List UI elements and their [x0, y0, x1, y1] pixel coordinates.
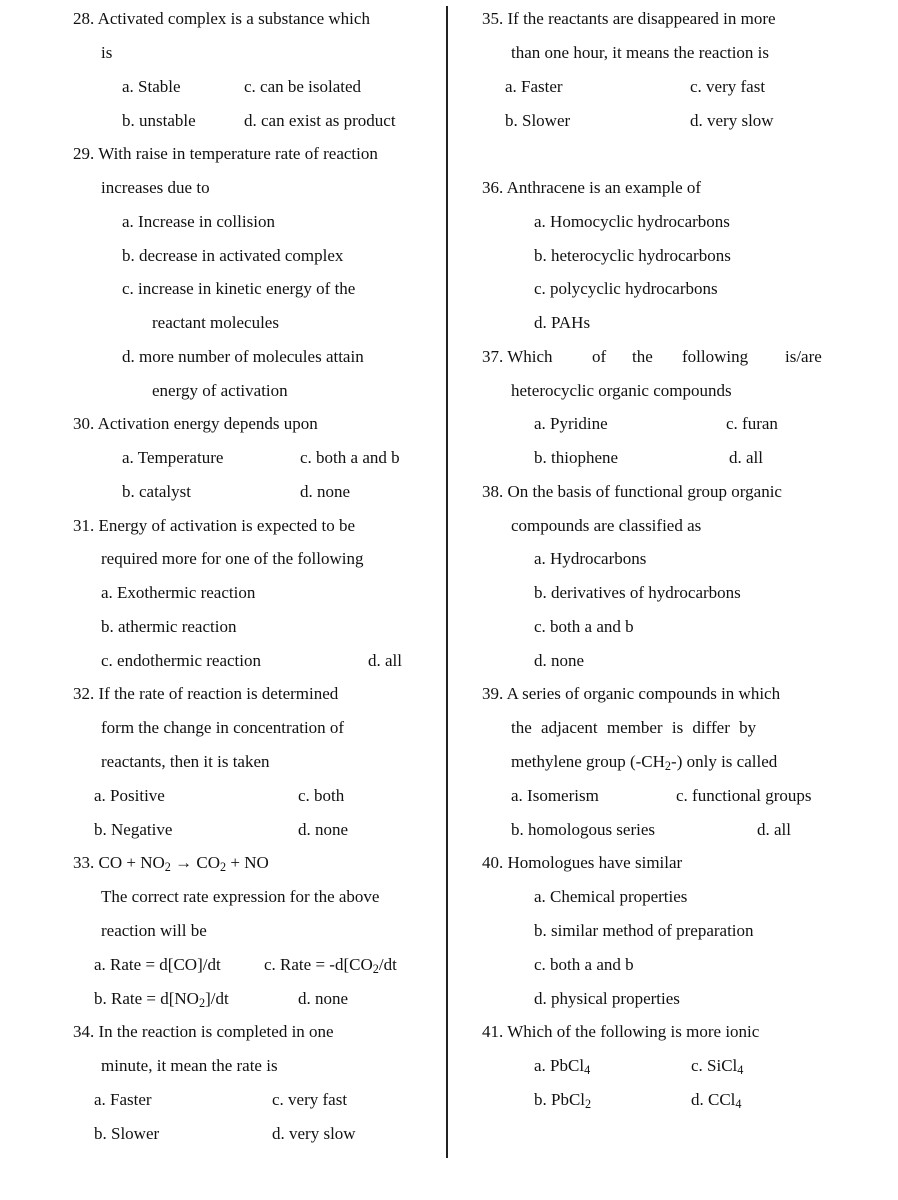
option-c-continued: reactant molecules: [152, 313, 279, 332]
question-32-stem: form the change in concentration of: [101, 718, 345, 737]
option-c: c. endothermic reaction: [101, 651, 262, 670]
question-39-stem: 39. A series of organic compounds in which: [482, 684, 781, 703]
option-b: b. homologous series: [511, 820, 656, 839]
option-d: d. very slow: [272, 1124, 356, 1143]
question-38-stem: compounds are classified as: [511, 516, 702, 535]
option-b: b. Slower: [505, 111, 571, 130]
option-d: d. physical properties: [534, 989, 680, 1008]
question-39-stem: methylene group $(-CH_2-)$ only is called: [511, 752, 778, 774]
option-b: b. heterocyclic hydrocarbons: [534, 246, 731, 265]
option-d: d. can exist as product: [244, 111, 396, 130]
question-31-stem: required more for one of the following: [101, 549, 364, 568]
question-34-stem: 34. In the reaction is completed in one: [73, 1022, 334, 1041]
option-a: a. Isomerism: [511, 786, 599, 805]
option-a: a. Homocyclic hydrocarbons: [534, 212, 730, 231]
question-32-stem: reactants, then it is taken: [101, 752, 270, 771]
question-35-stem: than one hour, it means the reaction is: [511, 43, 770, 62]
column-divider: [446, 6, 448, 1158]
question-37-stem-word: following: [682, 347, 749, 366]
option-d: d. all: [729, 448, 763, 467]
option-c: c. both a and b: [534, 617, 634, 636]
option-c: c. polycyclic hydrocarbons: [534, 279, 718, 298]
question-31-stem: 31. Energy of activation is expected to be: [73, 516, 355, 535]
option-a: a. Rate = d[CO]/dt: [94, 955, 221, 974]
question-37-stem-word: the: [632, 347, 653, 366]
question-33-equation: 33. CO + $NO_2 \to CO_2$ + NO: [73, 853, 269, 875]
option-b: b. unstable: [122, 111, 196, 130]
option-d: d. all: [757, 820, 791, 839]
question-40-stem: 40. Homologues have similar: [482, 853, 683, 872]
option-a: a. Temperature: [122, 448, 224, 467]
question-34-stem: minute, it mean the rate is: [101, 1056, 278, 1075]
question-37-stem-word: is/are: [785, 347, 822, 366]
question-33-stem: reaction will be: [101, 921, 207, 940]
option-b: b. Slower: [94, 1124, 160, 1143]
question-37-stem: 37. Which: [482, 347, 553, 366]
option-d: d. more number of molecules attain: [122, 347, 364, 366]
question-33-stem: The correct rate expression for the above: [101, 887, 380, 906]
option-d: d. none: [300, 482, 351, 501]
option-d-continued: energy of activation: [152, 381, 288, 400]
option-a: a. Stable: [122, 77, 181, 96]
option-b: b. decrease in activated complex: [122, 246, 344, 265]
question-39-stem: the adjacent member is differ by: [511, 718, 757, 737]
option-a: a. Faster: [94, 1090, 152, 1109]
question-41-stem: 41. Which of the following is more ionic: [482, 1022, 760, 1041]
option-b: b. catalyst: [122, 482, 191, 501]
option-a: a. Hydrocarbons: [534, 549, 647, 568]
option-b: b. Rate = $d[NO_2]/dt$: [94, 989, 229, 1011]
option-c: c. both a and b: [534, 955, 634, 974]
option-a: a. Pyridine: [534, 414, 608, 433]
option-b: b. similar method of preparation: [534, 921, 754, 940]
option-c: c. functional groups: [676, 786, 812, 805]
option-d: d. very slow: [690, 111, 774, 130]
option-c: c. furan: [726, 414, 778, 433]
option-c: c. can be isolated: [244, 77, 362, 96]
question-35-stem: 35. If the reactants are disappeared in more: [482, 9, 776, 28]
option-d: d. PAHs: [534, 313, 591, 332]
option-a: a. Positive: [94, 786, 165, 805]
option-b: b. thiophene: [534, 448, 619, 467]
question-29-stem: increases due to: [101, 178, 210, 197]
option-a: a. Increase in collision: [122, 212, 275, 231]
question-38-stem: 38. On the basis of functional group organic: [482, 482, 782, 501]
option-b: b. PbCl$_2$: [534, 1090, 592, 1112]
option-b: b. athermic reaction: [101, 617, 237, 636]
option-c: c. very fast: [690, 77, 766, 96]
option-b: b. derivatives of hydrocarbons: [534, 583, 741, 602]
question-36-stem: 36. Anthracene is an example of: [482, 178, 702, 197]
option-b: b. Negative: [94, 820, 173, 839]
option-a: a. Chemical properties: [534, 887, 688, 906]
question-29-stem: 29. With raise in temperature rate of reaction: [73, 144, 378, 163]
option-c: c. increase in kinetic energy of the: [122, 279, 356, 298]
option-c: c. both: [298, 786, 345, 805]
option-d: d. none: [534, 651, 585, 670]
question-28-stem: is: [101, 43, 113, 62]
question-32-stem: 32. If the rate of reaction is determined: [73, 684, 339, 703]
option-a: a. Exothermic reaction: [101, 583, 256, 602]
option-c: c. very fast: [272, 1090, 348, 1109]
option-c: c. SiCl$_4$: [691, 1056, 744, 1078]
question-30-stem: 30. Activation energy depends upon: [73, 414, 318, 433]
question-37-stem: heterocyclic organic compounds: [511, 381, 732, 400]
option-d: d. none: [298, 820, 349, 839]
option-d: d. none: [298, 989, 349, 1008]
option-a: a. PbCl$_4$: [534, 1056, 591, 1078]
option-a: a. Faster: [505, 77, 563, 96]
option-c: c. Rate = $-d[CO_2/dt$: [264, 955, 397, 977]
question-28-stem: 28. Activated complex is a substance which: [73, 9, 370, 28]
question-37-stem-word: of: [592, 347, 607, 366]
option-d: d. CCl$_4$: [691, 1090, 742, 1112]
option-d: d. all: [368, 651, 402, 670]
option-c: c. both a and b: [300, 448, 400, 467]
